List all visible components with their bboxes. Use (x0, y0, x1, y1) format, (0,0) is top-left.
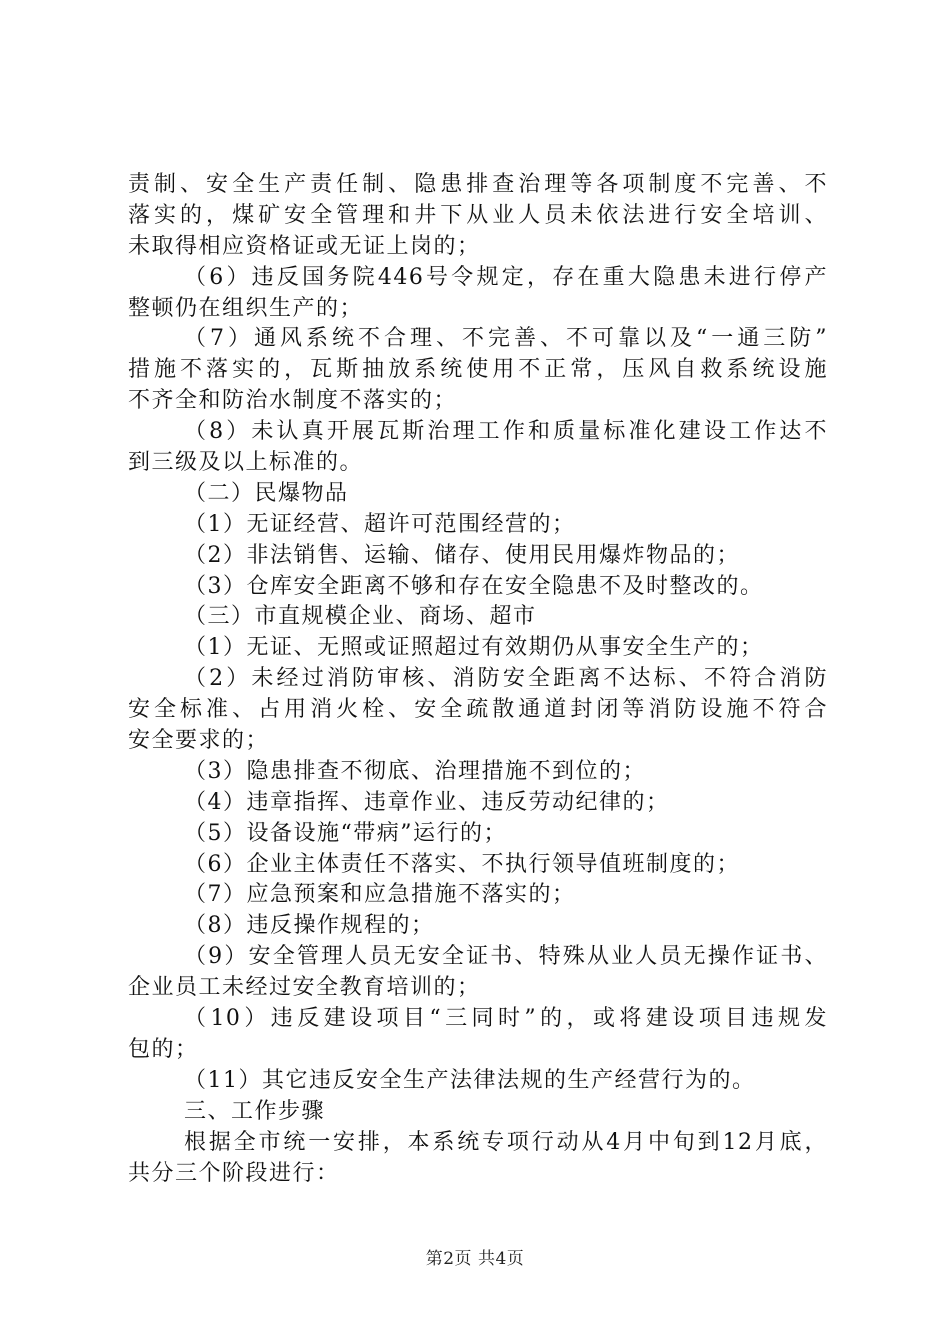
text-line: （10）违反建设项目“三同时”的，或将建设项目违规发 (184, 1006, 828, 1032)
text-line: 措施不落实的，瓦斯抽放系统使用不正常，压风自救系统设施 (128, 357, 828, 383)
text-line: （6）违反国务院446号令规定，存在重大隐患未进行停产 (184, 264, 828, 290)
text-line: （7）通风系统不合理、不完善、不可靠以及“一通三防” (184, 326, 828, 352)
section-heading: 三、工作步骤 (184, 1098, 326, 1124)
text-line: 安全要求的； (128, 728, 270, 754)
text-line: 包的； (128, 1036, 199, 1062)
text-line: 共分三个阶段进行： (128, 1160, 340, 1186)
text-line: （11）其它违反安全生产法律法规的生产经营行为的。 (184, 1067, 756, 1093)
text-line: （2）非法销售、运输、储存、使用民用爆炸物品的； (184, 542, 740, 568)
text-line: （7）应急预案和应急措施不落实的； (184, 882, 576, 908)
section-heading: （二）民爆物品 (184, 480, 349, 506)
text-line: 到三级及以上标准的。 (128, 450, 364, 476)
text-line: 未取得相应资格证或无证上岗的； (128, 233, 481, 259)
text-line: （6）企业主体责任不落实、不执行领导值班制度的； (184, 851, 740, 877)
section-heading: （三）市直规模企业、商场、超市 (184, 604, 537, 630)
text-line: 落实的，煤矿安全管理和井下从业人员未依法进行安全培训、 (128, 202, 828, 228)
text-line: 根据全市统一安排，本系统专项行动从4月中旬到12月底， (184, 1129, 828, 1155)
text-line: （4）违章指挥、违章作业、违反劳动纪律的； (184, 789, 670, 815)
document-body (128, 170, 828, 1189)
text-line: （8）违反操作规程的； (184, 913, 435, 939)
text-line: （1）无证、无照或证照超过有效期仍从事安全生产的； (184, 635, 764, 661)
page-number-footer: 第2页 共4页 (425, 1249, 525, 1269)
text-line: （1）无证经营、超许可范围经营的； (184, 511, 576, 537)
text-line: （5）设备设施“带病”运行的； (184, 820, 507, 846)
text-line: （3）隐患排查不彻底、治理措施不到位的； (184, 758, 646, 784)
text-line: 企业员工未经过安全教育培训的； (128, 975, 481, 1001)
text-line: （8）未认真开展瓦斯治理工作和质量标准化建设工作达不 (184, 419, 828, 445)
text-line: 整顿仍在组织生产的； (128, 295, 364, 321)
text-line: 不齐全和防治水制度不落实的； (128, 388, 458, 414)
text-line: 安全标准、占用消火栓、安全疏散通道封闭等消防设施不符合 (128, 697, 828, 723)
text-line: （9）安全管理人员无安全证书、特殊从业人员无操作证书、 (184, 944, 828, 970)
text-line: 责制、安全生产责任制、隐患排查治理等各项制度不完善、不 (128, 172, 828, 197)
text-line: （3）仓库安全距离不够和存在安全隐患不及时整改的。 (184, 573, 764, 599)
text-line: （2）未经过消防审核、消防安全距离不达标、不符合消防 (184, 666, 828, 692)
